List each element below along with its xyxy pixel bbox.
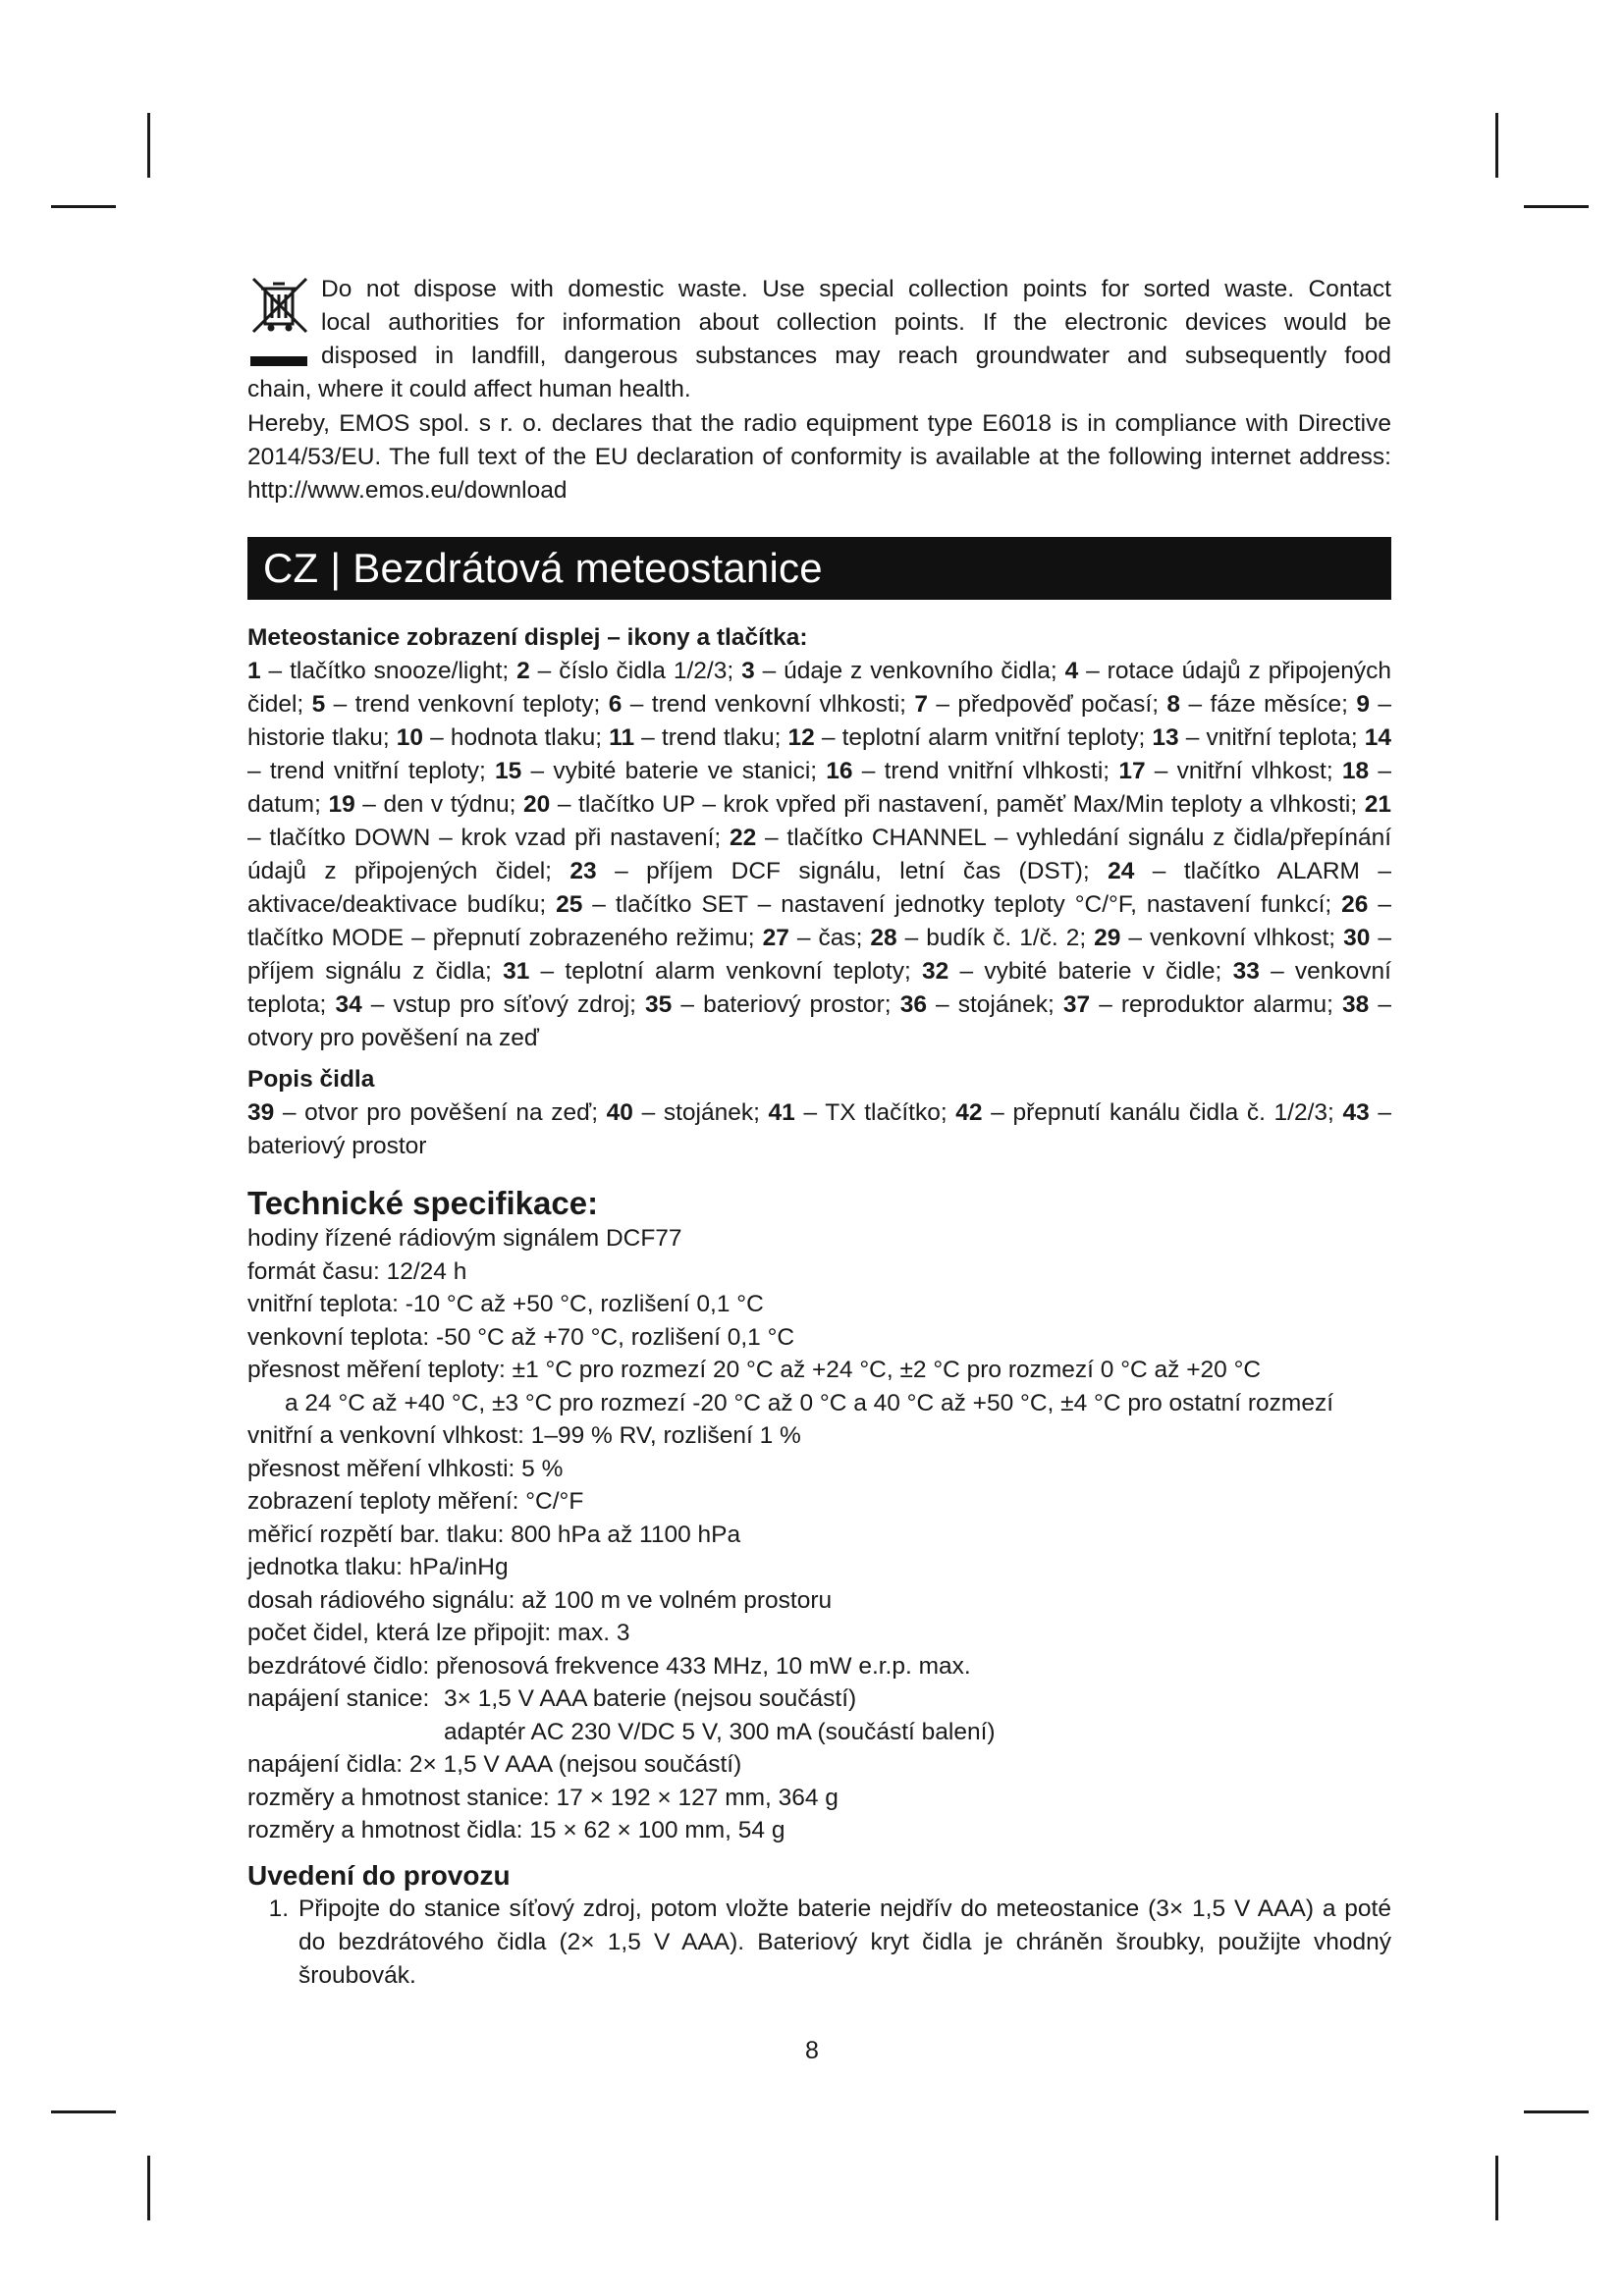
item-number: 42 bbox=[955, 1099, 983, 1126]
item-number: 26 bbox=[1341, 891, 1369, 918]
item-number: 41 bbox=[768, 1099, 795, 1126]
item-description: – příjem DCF signálu, letní čas (DST); bbox=[596, 858, 1109, 884]
item-description: – údaje z venkovního čidla; bbox=[754, 658, 1065, 684]
disposal-line-2: local authorities for information about collection points. If the electronic devices would be bbox=[321, 309, 1391, 336]
item-number: 11 bbox=[609, 724, 635, 751]
item-description: – venkovní teplota; bbox=[247, 958, 1391, 1018]
spec-line: bezdrátové čidlo: přenosová frekvence 433 MHz, 10 mW e.r.p. max. bbox=[247, 1652, 971, 1680]
item-description: – tlačítko ALARM – aktivace/deaktivace budíku; bbox=[247, 858, 1391, 918]
crop-mark-top-right-horizontal bbox=[1524, 205, 1589, 208]
item-description: – teplotní alarm venkovní teploty; bbox=[529, 958, 922, 985]
crop-mark-top-right-vertical bbox=[1495, 113, 1498, 178]
specs-heading: Technické specifikace: bbox=[247, 1185, 599, 1221]
item-description: – hodnota tlaku; bbox=[423, 724, 610, 751]
item-description: – datum; bbox=[247, 758, 1391, 818]
item-number: 40 bbox=[606, 1099, 633, 1126]
item-description: – tlačítko CHANNEL – vyhledání signálu z čidla/přepínání údajů z připojených čidel; bbox=[247, 825, 1392, 884]
spec-line: počet čidel, která lze připojit: max. 3 bbox=[247, 1620, 630, 1646]
spec-line-continuation: a 24 °C až +40 °C, ±3 °C pro rozmezí -20 °C až 0 °C a 40 °C až +50 °C, ±4 °C pro ostatní rozmezí bbox=[285, 1389, 1334, 1416]
spec-line: přesnost měření vlhkosti: 5 % bbox=[247, 1455, 564, 1482]
item-number: 38 bbox=[1342, 991, 1370, 1018]
startup-step bbox=[247, 1893, 1391, 1993]
item-description: – příjem signálu z čidla; bbox=[247, 925, 1391, 985]
item-number: 27 bbox=[762, 925, 789, 951]
item-description: – vnitřní vlhkost; bbox=[1145, 758, 1342, 784]
spec-line: jednotka tlaku: hPa/inHg bbox=[247, 1554, 509, 1580]
item-number: 18 bbox=[1341, 758, 1370, 784]
item-number: 4 bbox=[1064, 658, 1079, 684]
startup-step-number: 1. bbox=[268, 1895, 289, 1922]
item-description: – teplotní alarm vnitřní teploty; bbox=[814, 724, 1153, 751]
item-description: – otvory pro pověšení na zeď bbox=[247, 991, 1391, 1051]
item-number: 16 bbox=[826, 758, 853, 784]
spec-line: vnitřní teplota: -10 °C až +50 °C, rozlišení 0,1 °C bbox=[247, 1291, 764, 1317]
item-description: – otvor pro pověšení na zeď; bbox=[274, 1099, 607, 1126]
startup-heading: Uvedení do provozu bbox=[247, 1859, 511, 1891]
eu-declaration: Hereby, EMOS spol. s r. o. declares that the radio equipment type E6018 is in compliance with Directive 2014/53/EU. The full text of the EU declaration of conformity is available at the following internet address: http://www.emos.eu/download bbox=[247, 410, 1391, 504]
item-description: – přepnutí kanálu čidla č. 1/2/3; bbox=[982, 1099, 1343, 1126]
item-description: – trend vnitřní teploty; bbox=[247, 758, 496, 784]
display-items-list bbox=[247, 655, 1391, 1055]
item-description: – předpověď počasí; bbox=[928, 691, 1167, 718]
item-number: 5 bbox=[311, 691, 326, 718]
disposal-line-4: chain, where it could affect human health. bbox=[247, 376, 691, 402]
section-banner bbox=[247, 537, 1391, 600]
sensor-heading: Popis čidla bbox=[247, 1066, 375, 1093]
item-description: – trend venkovní teploty; bbox=[325, 691, 609, 718]
crop-mark-bottom-left-horizontal bbox=[51, 2110, 116, 2113]
item-number: 6 bbox=[608, 691, 623, 718]
item-number: 12 bbox=[787, 724, 815, 751]
item-description: – vybité baterie ve stanici; bbox=[521, 758, 827, 784]
item-number: 1 bbox=[247, 658, 261, 684]
crop-mark-top-left-horizontal bbox=[51, 205, 116, 208]
spec-power-value-2: adaptér AC 230 V/DC 5 V, 300 mA (součástí balení) bbox=[444, 1718, 996, 1745]
item-description: – stojánek; bbox=[926, 991, 1063, 1018]
spec-line: dosah rádiového signálu: až 100 m ve volném prostoru bbox=[247, 1586, 833, 1614]
spec-line: zobrazení teploty měření: °C/°F bbox=[247, 1488, 584, 1515]
item-number: 22 bbox=[729, 825, 757, 851]
spec-line: hodiny řízené rádiovým signálem DCF77 bbox=[247, 1225, 682, 1252]
item-number: 23 bbox=[569, 858, 597, 884]
item-description: – tlačítko SET – nastavení jednotky teploty °C/°F, nastavení funkcí; bbox=[582, 891, 1342, 918]
spec-line: přesnost měření teploty: ±1 °C pro rozmezí 20 °C až +24 °C, ±2 °C pro rozmezí 0 °C až +20 °C bbox=[247, 1357, 1262, 1383]
crossed-out-wheelie-bin-icon bbox=[247, 275, 310, 373]
item-description: – fáze měsíce; bbox=[1180, 691, 1357, 718]
item-description: – vstup pro síťový zdroj; bbox=[361, 991, 646, 1018]
item-description: – venkovní vlhkost; bbox=[1120, 925, 1344, 951]
item-number: 15 bbox=[495, 758, 522, 784]
item-description: – čas; bbox=[788, 925, 871, 951]
item-number: 36 bbox=[899, 991, 927, 1018]
item-description: – číslo čidla 1/2/3; bbox=[529, 658, 742, 684]
disposal-line-1: Do not dispose with domestic waste. Use special collection points for sorted waste. Contact bbox=[321, 276, 1391, 302]
item-number: 33 bbox=[1232, 958, 1260, 985]
item-number: 37 bbox=[1062, 991, 1091, 1018]
item-number: 39 bbox=[247, 1099, 275, 1126]
item-description: – den v týdnu; bbox=[354, 791, 524, 818]
spec-line: rozměry a hmotnost čidla: 15 × 62 × 100 mm, 54 g bbox=[247, 1817, 785, 1843]
item-number: 28 bbox=[870, 925, 897, 951]
spec-power-value-1: 3× 1,5 V AAA baterie (nejsou součástí) bbox=[444, 1685, 857, 1712]
item-number: 7 bbox=[914, 691, 928, 718]
item-number: 29 bbox=[1094, 925, 1121, 951]
item-description: – trend tlaku; bbox=[634, 724, 788, 751]
item-description: – budík č. 1/č. 2; bbox=[896, 925, 1095, 951]
item-number: 31 bbox=[503, 958, 530, 985]
startup-step-text: Připojte do stanice síťový zdroj, potom vložte baterie nejdřív do meteostanice (3× 1,5 V AAA) a poté do bezdrátového čidla (2× 1,5 V AAA). Bateriový kryt čidla je chráněn šroubky, použijte vhodný šroubovák. bbox=[298, 1895, 1391, 1989]
item-description: – tlačítko MODE – přepnutí zobrazeného režimu; bbox=[247, 891, 1391, 951]
item-description: – TX tlačítko; bbox=[794, 1099, 956, 1126]
item-description: – vybité baterie v čidle; bbox=[948, 958, 1233, 985]
item-number: 43 bbox=[1342, 1099, 1370, 1126]
item-description: – trend venkovní vlhkosti; bbox=[622, 691, 915, 718]
item-description: – historie tlaku; bbox=[247, 691, 1391, 751]
crop-mark-bottom-right-vertical bbox=[1495, 2156, 1498, 2220]
item-number: 8 bbox=[1166, 691, 1181, 718]
item-number: 25 bbox=[556, 891, 583, 918]
item-description: – tlačítko DOWN – krok vzad při nastavení; bbox=[247, 825, 730, 851]
item-number: 34 bbox=[335, 991, 362, 1018]
crop-mark-bottom-right-horizontal bbox=[1524, 2110, 1589, 2113]
item-number: 32 bbox=[921, 958, 949, 985]
spec-line: vnitřní a venkovní vlhkost: 1–99 % RV, rozlišení 1 % bbox=[247, 1422, 801, 1449]
spec-line: venkovní teplota: -50 °C až +70 °C, rozlišení 0,1 °C bbox=[247, 1323, 795, 1351]
item-number: 10 bbox=[396, 724, 424, 751]
spec-power-label: napájení stanice: bbox=[247, 1685, 430, 1712]
disposal-line-3: disposed in landfill, dangerous substances may reach groundwater and subsequently food bbox=[321, 343, 1391, 369]
item-number: 21 bbox=[1364, 791, 1391, 818]
spec-line: rozměry a hmotnost stanice: 17 × 192 × 127 mm, 364 g bbox=[247, 1784, 839, 1811]
sensor-items-list bbox=[247, 1096, 1391, 1163]
item-number: 30 bbox=[1343, 925, 1371, 951]
item-number: 13 bbox=[1152, 724, 1179, 751]
item-number: 14 bbox=[1364, 724, 1392, 751]
item-number: 9 bbox=[1356, 691, 1370, 718]
item-description: – bateriový prostor; bbox=[672, 991, 900, 1018]
item-description: – tlačítko UP – krok vpřed při nastavení, paměť Max/Min teploty a vlhkosti; bbox=[550, 791, 1365, 818]
item-description: – vnitřní teplota; bbox=[1178, 724, 1365, 751]
item-description: – bateriový prostor bbox=[247, 1099, 1392, 1159]
spec-line: napájení čidla: 2× 1,5 V AAA (nejsou součástí) bbox=[247, 1751, 742, 1778]
item-description: – stojánek; bbox=[632, 1099, 769, 1126]
display-heading: Meteostanice zobrazení displej – ikony a tlačítka: bbox=[247, 624, 808, 651]
item-number: 35 bbox=[645, 991, 673, 1018]
spec-line: měřicí rozpětí bar. tlaku: 800 hPa až 1100 hPa bbox=[247, 1521, 741, 1548]
spec-power-row bbox=[247, 1682, 1391, 1716]
crop-mark-bottom-left-vertical bbox=[147, 2156, 150, 2220]
item-number: 20 bbox=[523, 791, 551, 818]
item-number: 19 bbox=[328, 791, 355, 818]
section-title: CZ | Bezdrátová meteostanice bbox=[263, 545, 823, 591]
item-description: – reproduktor alarmu; bbox=[1090, 991, 1343, 1018]
crop-mark-top-left-vertical bbox=[147, 113, 150, 178]
item-description: – trend vnitřní vlhkosti; bbox=[852, 758, 1119, 784]
item-number: 2 bbox=[516, 658, 530, 684]
disposal-notice bbox=[247, 273, 1391, 373]
item-number: 3 bbox=[741, 658, 755, 684]
spec-line: formát času: 12/24 h bbox=[247, 1257, 467, 1285]
item-description: – tlačítko snooze/light; bbox=[260, 658, 517, 684]
page-number: 8 bbox=[805, 2037, 819, 2064]
page-content bbox=[247, 273, 1391, 1993]
item-number: 17 bbox=[1118, 758, 1146, 784]
item-description: – rotace údajů z připojených čidel; bbox=[247, 658, 1392, 718]
item-number: 24 bbox=[1108, 858, 1135, 884]
